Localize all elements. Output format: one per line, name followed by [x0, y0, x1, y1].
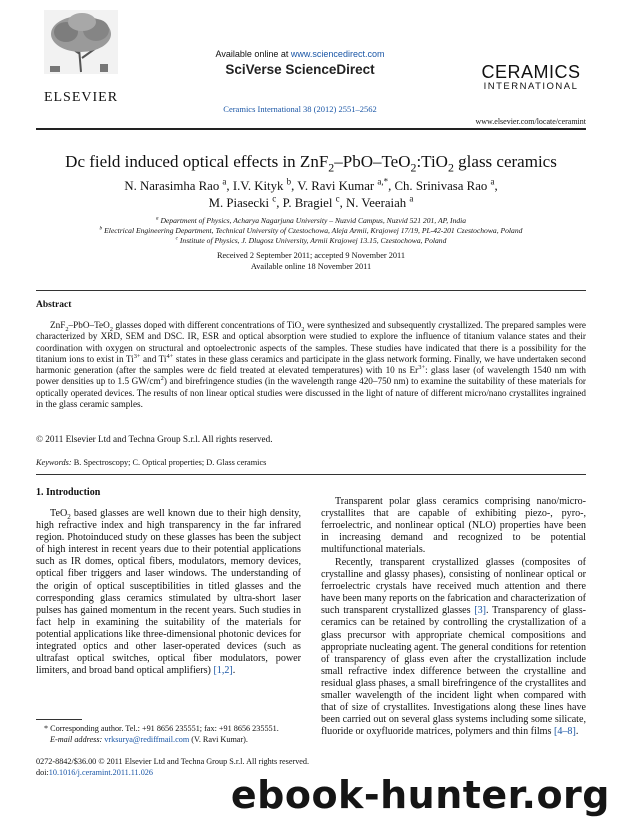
email-note: E-mail address: vrksurya@rediffmail.com (V. Ravi Kumar).: [50, 734, 248, 744]
author[interactable]: M. Piasecki: [208, 196, 270, 210]
header-rule: [36, 128, 586, 130]
author[interactable]: V. Ravi Kumar: [297, 179, 375, 193]
affiliation: $^a$ Department of Physics, Acharya Nagarjuna University – Nuzvid Campus, Nuzvid 521 201, AP, India: [155, 215, 467, 225]
issn-line: 0272-8842/$36.00 © 2011 Elsevier Ltd and Techna Group S.r.l. All rights reserved.: [36, 757, 310, 766]
citation-link[interactable]: [3]: [474, 605, 487, 617]
available-date: Available online 18 November 2011: [250, 261, 372, 271]
elsevier-tree-logo: [44, 10, 118, 88]
citation-link[interactable]: [1,2]: [213, 665, 233, 677]
corresponding-author-note: * Corresponding author. Tel.: +91 8656 235551; fax: +91 8656 235551.: [44, 724, 279, 733]
keywords: [36, 458, 266, 467]
available-online: Available online at www.sciencedirect.com: [215, 49, 385, 59]
intro-paragraph-2: Transparent polar glass ceramics comprising nano/micro-crystallites that are capable of exhibiting piezo-, pyro-, ferroelectric, and nonlinear optical (NLO) properties have been in increasing demand and recognized to be potential multifunctional materials.: [321, 496, 586, 556]
authors-line-1: N. Narasimha Rao $^a$, I.V. Kityk $^b$, V. Ravi Kumar $^{a,*}$, Ch. Srinivasa Rao $^a$,: [124, 176, 498, 193]
journal-logo: [478, 63, 584, 93]
journal-logo-line1: CERAMICS: [481, 62, 581, 82]
abstract-top-rule: [36, 290, 586, 291]
affiliations: [36, 216, 586, 246]
abstract-copyright: © 2011 Elsevier Ltd and Techna Group S.r.l. All rights reserved.: [36, 434, 273, 444]
doi-line: doi:10.1016/j.ceramint.2011.11.026: [36, 768, 153, 777]
journal-citation[interactable]: Ceramics International 38 (2012) 2551–2562: [223, 104, 377, 114]
author[interactable]: P. Bragiel: [282, 196, 333, 210]
publisher-logo-text: ELSEVIER: [43, 90, 119, 105]
intro-paragraph-3: Recently, transparent crystallized glasses (composites of crystalline and glassy phases), consisting of nonlinear optical or ferroelectric crystals have received much attention and there have been many reports on the fabrication and characterization of such transparent crystallized glasses [3]. Transparency of glass-ceramics can be retained by controlling the crystallization of a glass precursor with appropriate chemical compositions and appropriate nucleating agent. The general conditions for retention of transparency of glass even after the crystallization include small refractive index difference between the crystalline and residual glass phases, a small birefringence of the crystallites and smaller wavelength of the incident light when compared with that of size of crystallites. Investigations along these lines have been carried out on several glass systems including some silicate, fluoride or oxyfluoride matrices, polymers and thin films [4–8].: [321, 557, 586, 738]
keywords-list: B. Spectroscopy; C. Optical properties; D. Glass ceramics: [73, 458, 267, 467]
author[interactable]: N. Narasimha Rao: [124, 179, 220, 193]
article-title: Dc field induced optical effects in ZnF$_2$–PbO–TeO$_2$:TiO$_2$ glass ceramics: [65, 152, 557, 175]
doi-link[interactable]: 10.1016/j.ceramint.2011.11.026: [48, 768, 153, 777]
authors-line-2: M. Piasecki $^c$, P. Bragiel $^c$, N. Veeraiah $^a$: [208, 193, 414, 210]
intro-paragraph-1: TeO$_2$ based glasses are well known due to their high density, high refractive index and high transparency in the far infrared region. Photoinduced study on these glasses has been the subject of high interest in recent years due to their potential applications such as IR domes, optical fibers, modulators, memory devices, optical fiber triggers and laser windows. The understanding of the origin of optical susceptibilities in titled glasses and the corresponding glass ceramics stimulated by ultra-short laser pulses has gained momentum in the recent years. Such studies in fact help in examining the suitability of the materials for potential applications like three-dimensional photonic devices for integrated optics and other laser-operated devices (such as ultrafast optical switches, optical fiber modulators, power limiters, and broad band optical amplifiers) [1,2].: [36, 508, 301, 677]
affiliation: $^c$ Institute of Physics, J. Dlugosz University, Armii Krajowej 13.15, Czestochowa, Poland: [175, 235, 447, 245]
dates: [36, 251, 586, 272]
watermark-text: ebook-hunter.org: [230, 773, 610, 817]
abstract-body: ZnF$_2$–PbO–TeO$_2$ glasses doped with different concentrations of TiO$_2$ were synthesized and subsequently crystallized. The prepared samples were characterized by XRD, SEM and DSC. IR, ESR and optical absorption were studied to explore the influence of titanium valance states and their coordination with oxygen on structural and optoelectronic aspects of the samples. These studies have indicated that there is a possibility for the titanium ions to exist in $Ti^{3+}$ and $Ti^{4+}$ states in these glass ceramics and participate in the glass network forming. Finally, we have undertaken second harmonic generation (after the samples were dc field treated at elevated temperatures) with 10 ns $Er^{3+}$: glass laser (of wavelength 1540 nm with power densities up to 1.5 $GW/cm^2$) and birefringence studies (in the wavelength range 420–750 nm) to examine the suitability of these materials for optically operated devices. The results of non linear optical studies were discussed in the light of nature of different micro/nano crystallites ingrained in the glass ceramic samples.: [36, 320, 587, 410]
footnote: [44, 724, 314, 745]
sciencedirect-link[interactable]: www.sciencedirect.com: [290, 49, 385, 59]
journal-url[interactable]: www.elsevier.com/locate/ceramint: [475, 117, 586, 126]
author[interactable]: Ch. Srinivasa Rao: [394, 179, 488, 193]
email-link[interactable]: vrksurya@rediffmail.com: [104, 734, 190, 744]
author[interactable]: N. Veeraiah: [346, 196, 407, 210]
section-heading: 1. Introduction: [36, 487, 101, 498]
abstract-bottom-rule: [36, 474, 586, 475]
journal-logo-line2: INTERNATIONAL: [483, 81, 579, 92]
abstract-heading: Abstract: [36, 300, 72, 310]
keywords-label: Keywords:: [36, 458, 72, 467]
author[interactable]: I.V. Kityk: [232, 179, 284, 193]
received-date: Received 2 September 2011; accepted 9 November 2011: [216, 251, 406, 260]
affiliation: $^b$ Electrical Engineering Department, Technical University of Czestochowa, Aleja Armii, Krajowej 17/19, PL-42-201 Czestochowa, Poland: [99, 225, 523, 235]
sciverse-logo: SciVerse ScienceDirect: [225, 62, 375, 77]
footnote-rule: [36, 719, 82, 720]
citation-link[interactable]: [4–8]: [553, 726, 576, 738]
